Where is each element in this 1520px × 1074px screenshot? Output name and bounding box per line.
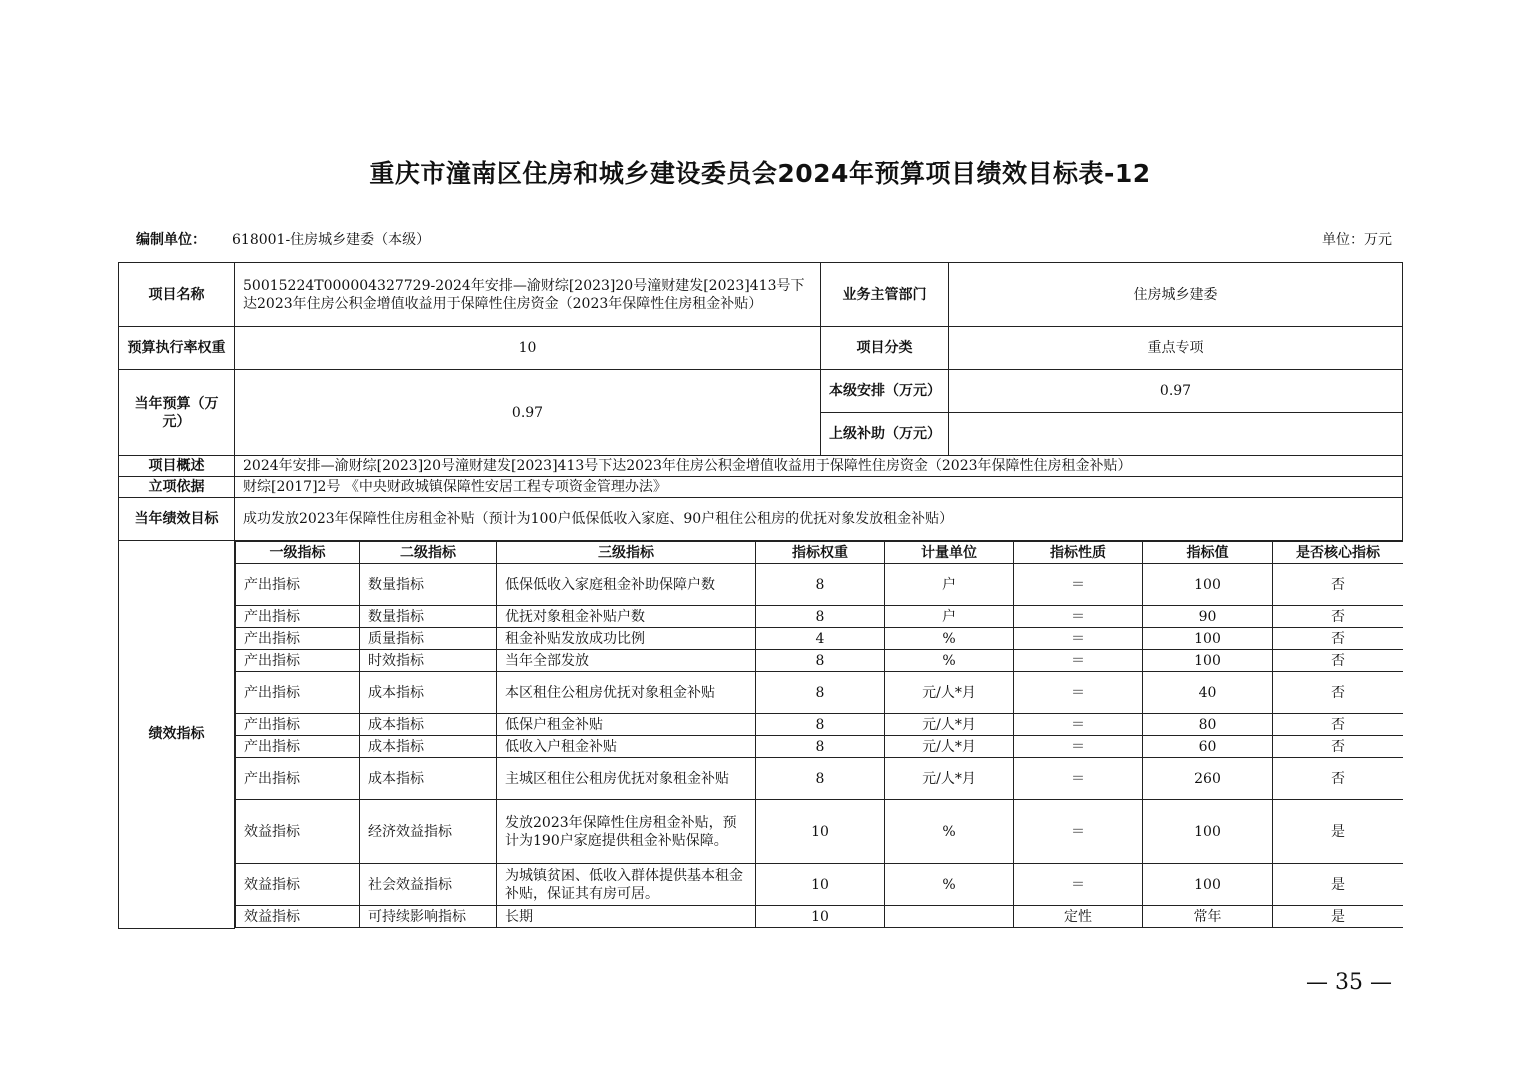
indicator-cell: 成本指标 xyxy=(360,714,497,736)
indicator-header-cell: 指标值 xyxy=(1143,542,1273,564)
indicator-cell: 260 xyxy=(1143,758,1273,800)
category-label: 项目分类 xyxy=(821,327,949,370)
indicator-cell: 否 xyxy=(1273,672,1403,714)
indicator-cell: 产出指标 xyxy=(236,758,360,800)
indicator-cell: 成本指标 xyxy=(360,736,497,758)
currency-unit: 单位：万元 xyxy=(1322,232,1392,248)
indicator-cell: 8 xyxy=(756,672,885,714)
dept-value: 住房城乡建委 xyxy=(949,263,1403,327)
indicator-cell: 低收入户租金补贴 xyxy=(497,736,756,758)
indicator-cell: 100 xyxy=(1143,564,1273,606)
indicator-cell: 8 xyxy=(756,606,885,628)
indicator-cell: 成本指标 xyxy=(360,672,497,714)
indicator-cell: 元/人*月 xyxy=(885,714,1014,736)
indicator-cell: 100 xyxy=(1143,800,1273,864)
indicator-header-row xyxy=(236,542,1403,564)
indicator-cell: 8 xyxy=(756,650,885,672)
indicator-row xyxy=(236,628,1403,650)
indicator-header-cell: 指标权重 xyxy=(756,542,885,564)
indicator-cell: 产出指标 xyxy=(236,628,360,650)
indicator-cell: 10 xyxy=(756,864,885,906)
indicator-cell: 100 xyxy=(1143,650,1273,672)
indicator-cell: 户 xyxy=(885,606,1014,628)
indicator-cell: 数量指标 xyxy=(360,606,497,628)
indicator-cell: % xyxy=(885,650,1014,672)
indicator-cell: 40 xyxy=(1143,672,1273,714)
indicator-header-cell: 二级指标 xyxy=(360,542,497,564)
indicator-cell: 产出指标 xyxy=(236,650,360,672)
compile-unit-value: 618001-住房城乡建委（本级） xyxy=(232,232,431,248)
overview-value: 2024年安排—渝财综[2023]20号潼财建发[2023]413号下达2023年住房公积金增值收益用于保障性住房资金（2023年保障性住房租金补贴） xyxy=(235,456,1403,477)
indicator-cell: 可持续影响指标 xyxy=(360,906,497,928)
indicator-cell: 90 xyxy=(1143,606,1273,628)
indicator-cell: 8 xyxy=(756,758,885,800)
indicator-cell: 8 xyxy=(756,564,885,606)
indicator-cell: 8 xyxy=(756,736,885,758)
indicator-cell: 效益指标 xyxy=(236,864,360,906)
indicator-cell: 否 xyxy=(1273,650,1403,672)
indicator-cell: ＝ xyxy=(1014,564,1143,606)
indicator-cell: 定性 xyxy=(1014,906,1143,928)
indicator-row xyxy=(236,714,1403,736)
indicator-header-cell: 三级指标 xyxy=(497,542,756,564)
indicator-cell: 产出指标 xyxy=(236,606,360,628)
indicator-cell: 主城区租住公租房优抚对象租金补贴 xyxy=(497,758,756,800)
indicator-cell: 低保低收入家庭租金补助保障户数 xyxy=(497,564,756,606)
indicator-cell: 产出指标 xyxy=(236,672,360,714)
indicators-table xyxy=(235,541,1403,928)
indicator-cell: 数量指标 xyxy=(360,564,497,606)
indicator-row xyxy=(236,864,1403,906)
indicator-cell: 效益指标 xyxy=(236,906,360,928)
basis-label: 立项依据 xyxy=(119,477,235,498)
local-label: 本级安排（万元） xyxy=(821,370,949,413)
indicator-cell: 本区租住公租房优抚对象租金补贴 xyxy=(497,672,756,714)
upper-value xyxy=(949,413,1403,456)
indicator-cell: 长期 xyxy=(497,906,756,928)
goal-value: 成功发放2023年保障性住房租金补贴（预计为100户低保低收入家庭、90户租住公租房的优抚对象发放租金补贴） xyxy=(235,498,1403,541)
indicator-cell: 是 xyxy=(1273,906,1403,928)
indicator-cell: 4 xyxy=(756,628,885,650)
indicator-cell: ＝ xyxy=(1014,714,1143,736)
dept-label: 业务主管部门 xyxy=(821,263,949,327)
indicator-cell xyxy=(885,906,1014,928)
indicator-cell: ＝ xyxy=(1014,628,1143,650)
indicator-cell: 发放2023年保障性住房租金补贴，预计为190户家庭提供租金补贴保障。 xyxy=(497,800,756,864)
budget-value: 0.97 xyxy=(235,370,821,456)
goal-label: 当年绩效目标 xyxy=(119,498,235,541)
performance-table xyxy=(118,262,1403,929)
indicator-cell: ＝ xyxy=(1014,864,1143,906)
indicator-cell: 效益指标 xyxy=(236,800,360,864)
page-number: — 35 — xyxy=(1306,970,1392,995)
indicator-cell: 80 xyxy=(1143,714,1273,736)
indicator-cell: 成本指标 xyxy=(360,758,497,800)
indicator-cell: 质量指标 xyxy=(360,628,497,650)
indicator-cell: 社会效益指标 xyxy=(360,864,497,906)
indicator-cell: 10 xyxy=(756,906,885,928)
indicator-cell: % xyxy=(885,864,1014,906)
indicator-cell: 否 xyxy=(1273,628,1403,650)
indicator-cell: 产出指标 xyxy=(236,714,360,736)
upper-label: 上级补助（万元） xyxy=(821,413,949,456)
indicator-cell: 是 xyxy=(1273,800,1403,864)
indicator-cell: ＝ xyxy=(1014,758,1143,800)
indicator-cell: ＝ xyxy=(1014,672,1143,714)
indicator-header-cell: 指标性质 xyxy=(1014,542,1143,564)
indicator-cell: 时效指标 xyxy=(360,650,497,672)
indicator-row xyxy=(236,564,1403,606)
indicator-cell: 100 xyxy=(1143,628,1273,650)
indicator-header-cell: 一级指标 xyxy=(236,542,360,564)
indicator-cell: 当年全部发放 xyxy=(497,650,756,672)
indicator-cell: 否 xyxy=(1273,714,1403,736)
indicator-cell: 产出指标 xyxy=(236,736,360,758)
category-value: 重点专项 xyxy=(949,327,1403,370)
indicator-cell: 8 xyxy=(756,714,885,736)
project-name-value: 50015224T000004327729-2024年安排—渝财综[2023]20号潼财建发[2023]413号下达2023年住房公积金增值收益用于保障性住房资金（2023年保障性住房租金补贴） xyxy=(235,263,821,327)
compile-unit xyxy=(136,229,430,249)
indicator-cell: 10 xyxy=(756,800,885,864)
indicator-cell: ＝ xyxy=(1014,606,1143,628)
indicator-cell: ＝ xyxy=(1014,736,1143,758)
indicator-cell: 经济效益指标 xyxy=(360,800,497,864)
indicator-row xyxy=(236,650,1403,672)
indicator-cell: 户 xyxy=(885,564,1014,606)
indicators-cell xyxy=(235,541,1403,929)
indicator-header-cell: 是否核心指标 xyxy=(1273,542,1403,564)
indicator-cell: 低保户租金补贴 xyxy=(497,714,756,736)
indicator-cell: 为城镇贫困、低收入群体提供基本租金补贴，保证其有房可居。 xyxy=(497,864,756,906)
indicator-cell: 元/人*月 xyxy=(885,736,1014,758)
indicator-cell: 否 xyxy=(1273,758,1403,800)
indicator-cell: 租金补贴发放成功比例 xyxy=(497,628,756,650)
indicator-row xyxy=(236,672,1403,714)
indicator-cell: ＝ xyxy=(1014,650,1143,672)
exec-weight-label: 预算执行率权重 xyxy=(119,327,235,370)
indicator-row xyxy=(236,906,1403,928)
indicator-header-cell: 计量单位 xyxy=(885,542,1014,564)
overview-label: 项目概述 xyxy=(119,456,235,477)
indicator-row xyxy=(236,736,1403,758)
indicator-row xyxy=(236,606,1403,628)
indicator-cell: 元/人*月 xyxy=(885,758,1014,800)
compile-unit-label: 编制单位： xyxy=(136,232,206,248)
indicator-cell: 常年 xyxy=(1143,906,1273,928)
project-name-label: 项目名称 xyxy=(119,263,235,327)
indicator-cell: ＝ xyxy=(1014,800,1143,864)
indicator-cell: 元/人*月 xyxy=(885,672,1014,714)
indicator-cell: % xyxy=(885,800,1014,864)
indicator-cell: 60 xyxy=(1143,736,1273,758)
indicator-cell: 否 xyxy=(1273,736,1403,758)
indicator-cell: % xyxy=(885,628,1014,650)
indicator-row xyxy=(236,800,1403,864)
page-title: 重庆市潼南区住房和城乡建设委员会2024年预算项目绩效目标表-12 xyxy=(369,159,1151,188)
indicator-cell: 100 xyxy=(1143,864,1273,906)
indicator-row xyxy=(236,758,1403,800)
exec-weight-value: 10 xyxy=(235,327,821,370)
indicator-cell: 产出指标 xyxy=(236,564,360,606)
indicator-cell: 优抚对象租金补贴户数 xyxy=(497,606,756,628)
basis-value: 财综[2017]2号 《中央财政城镇保障性安居工程专项资金管理办法》 xyxy=(235,477,1403,498)
budget-label: 当年预算（万元） xyxy=(119,370,235,456)
indicator-cell: 是 xyxy=(1273,864,1403,906)
local-value: 0.97 xyxy=(949,370,1403,413)
indicator-cell: 否 xyxy=(1273,606,1403,628)
indicators-label: 绩效指标 xyxy=(119,541,235,929)
indicator-cell: 否 xyxy=(1273,564,1403,606)
